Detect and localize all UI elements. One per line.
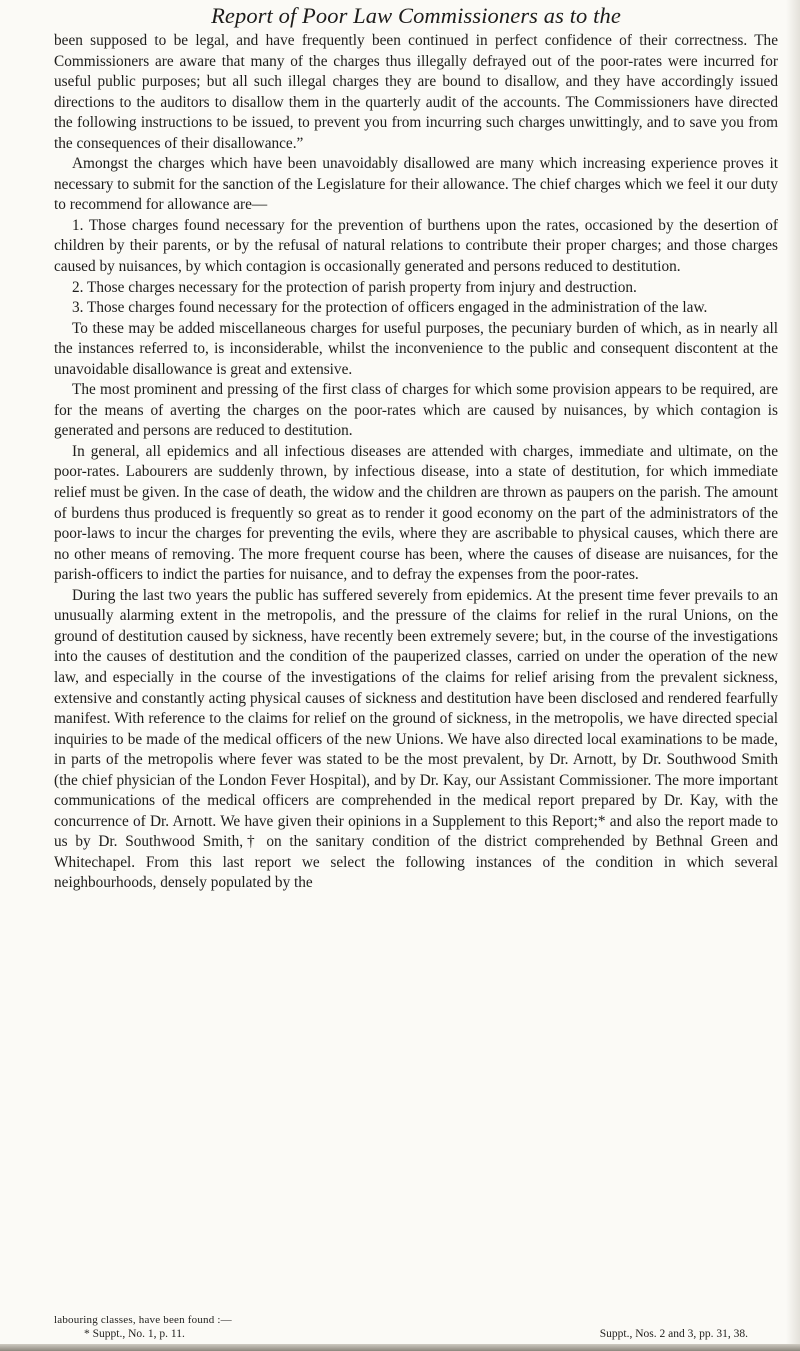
numbered-item: 1. Those charges found necessary for the prevention of burthens upon the rates, occasioned by the desertion of children by their parents, or by the refusal of natural relations to contribute their proper charges; and those charges caused by nuisances, by which contagion is occasionally generated and persons reduced to destitution. <box>54 216 778 276</box>
footnote-left: * Suppt., No. 1, p. 11. <box>84 1328 185 1340</box>
numbered-item: 3. Those charges found necessary for the protection of officers engaged in the administration of the law. <box>72 299 708 317</box>
running-head: Report of Poor Law Commissioners as to the <box>211 3 621 28</box>
paragraph: To these may be added miscellaneous charges for useful purposes, the pecuniary burden of which, as in nearly all the instances referred to, is inconsiderable, whilst the inconvenience to the public and consequent discontent at the unavoidable disallowance is great and extensive. <box>54 319 778 378</box>
paragraph: been supposed to be legal, and have frequently been continued in perfect confidence of their correctness. The Commissioners are aware that many of the charges thus illegally defrayed out of the poor-rates were incurred for useful public purposes; but all such illegal charges they are bound to disallow, and they have accordingly issued directions to the auditors to disallow them in the quarterly audit of the accounts. The Commissioners have directed the following instructions to be issued, to prevent you from incurring such charges unwittingly, and to save you from the consequences of their disallowance.” <box>54 32 778 152</box>
body-text <box>54 31 778 894</box>
paragraph: The most prominent and pressing of the first class of charges for which some provision appears to be required, are for the means of averting the charges on the poor-rates which are caused by nuisances, by which contagion is generated and persons are reduced to destitution. <box>54 381 778 440</box>
paragraph: During the last two years the public has suffered severely from epidemics. At the present time fever prevails to an unusually alarming extent in the metropolis, and the pressure of the claims for relief in the rural Unions, on the ground of destitution caused by sickness, have recently been extremely severe; but, in the course of the investigations into the causes of destitution and the condition of the pauperized classes, carried on under the operation of the new law, and especially in the course of the investigations of the claims for relief arising from the prevalent sickness, extensive and constantly acting physical causes of sickness and destitution have been disclosed and rendered fearfully manifest. With reference to the claims for relief on the ground of sickness, in the metropolis, we have directed special inquiries to be made of the medical officers of the new Unions. We have also directed local examinations to be made, in parts of the metropolis where fever was stated to be the most prevalent, by Dr. Arnott, by Dr. Southwood Smith (the chief physician of the London Fever Hospital), and by Dr. Kay, our Assistant Commissioner. The more important communications of the medical officers are comprehended in the medical report prepared by Dr. Kay, with the concurrence of Dr. Arnott. We have given their opinions in a Supplement to this Report;* and also the report made to us by Dr. Southwood Smith,† on the sanitary condition of the district comprehended by Bethnal Green and Whitechapel. From this last report we select the following instances of the condition in which several neighbourhoods, densely populated by the <box>54 586 778 892</box>
page-bottom-edge <box>0 1344 800 1351</box>
paragraph: Amongst the charges which have been unavoidably disallowed are many which increasing experience proves it necessary to submit for the sanction of the Legislature for their allowance. The chief charges which we feel it our duty to recommend for allowance are— <box>54 155 778 214</box>
document-page <box>54 0 778 1351</box>
page-edge-shadow <box>786 0 800 1351</box>
paragraph: In general, all epidemics and all infectious diseases are attended with charges, immediate and ultimate, on the poor-rates. Labourers are suddenly thrown, by infectious disease, into a state of destitution, for which immediate relief must be given. In the case of death, the widow and the children are thrown as paupers on the parish. The amount of burdens thus produced is frequently so great as to render it good economy on the part of the administrators of the poor-laws to incur the charges for preventing the evils, where they are ascribable to physical causes, which there are no other means of removing. The more frequent course has been, where the causes of disease are nuisances, for the parish-officers to indict the parties for nuisance, and to defray the expenses from the poor-rates. <box>54 442 778 584</box>
footnotes <box>54 1313 778 1341</box>
footnote-continuation: labouring classes, have been found :— <box>54 1314 232 1326</box>
footnote-row <box>54 1327 778 1341</box>
footnote-right: Suppt., Nos. 2 and 3, pp. 31, 38. <box>599 1328 748 1340</box>
numbered-item: 2. Those charges necessary for the protection of parish property from injury and destruction. <box>72 278 637 296</box>
